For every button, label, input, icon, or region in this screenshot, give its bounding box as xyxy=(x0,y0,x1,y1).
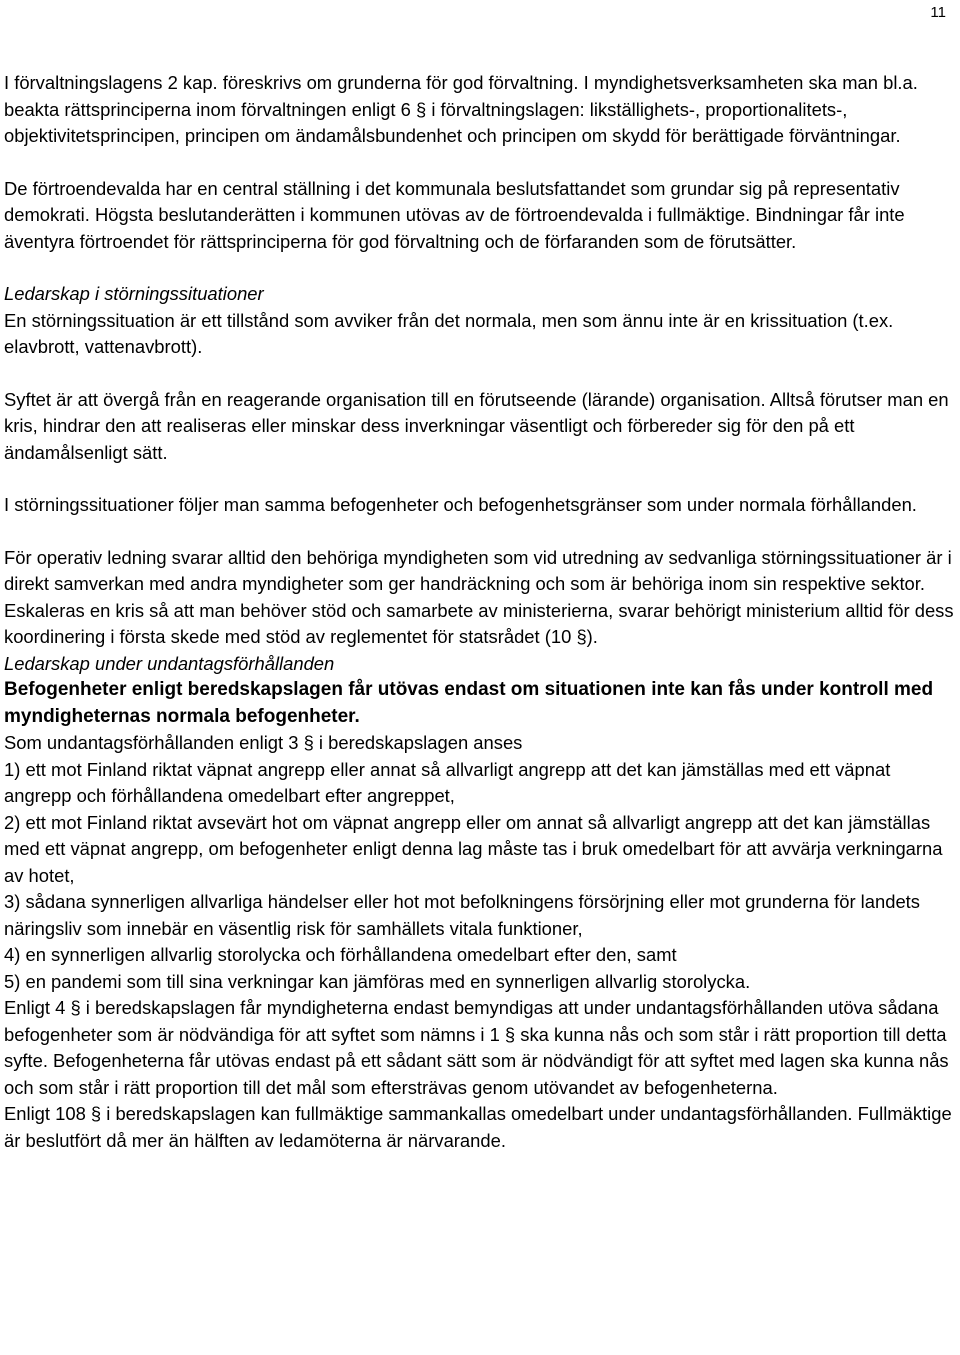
paragraph-fortroendevalda: De förtroendevalda har en central ställning i det kommunala beslutsfattandet som grundar sig på representativ demokrati. Högsta beslutanderätten i kommunen utövas av de förtroendevalda i fullmäktige. Bindningar får inte äventyra förtroendet för rättsprinciperna för god förvaltning och de förfaranden som de förutsätter. xyxy=(4,177,905,252)
paragraph-befogenheter-normala: I störningssituationer följer man samma befogenheter och befogenhetsgränser som under normala förhållanden. xyxy=(4,494,917,515)
heading-storningssituationer: Ledarskap i störningssituationer xyxy=(4,283,264,304)
list-item-5: 5) en pandemi som till sina verkningar kan jämföras med en synnerligen allvarlig storolycka. xyxy=(4,970,751,992)
heading-undantagsforhallanden: Ledarskap under undantagsförhållanden xyxy=(4,652,335,674)
paragraph-enligt-4: Enligt 4 § i beredskapslagen får myndigheterna endast bemyndigas att under undantagsförhållanden utöva sådana befogenheter som är nödvändiga för att syftet som nämns i 1 § ska kunna nås och som står i rätt proportion till detta syfte. Befogenheterna får utövas endast på ett sådant sätt som är nödvändigt för att syftet med lagen ska kunna nås och som står i rätt proportion till det mål som eftersträvas genom utövandet av befogenheterna. xyxy=(4,997,949,1098)
paragraph-enligt-108: Enligt 108 § i beredskapslagen kan fullmäktige sammankallas omedelbart under undantagsförhållanden. Fullmäktige är beslutfört då mer än hälften av ledamöterna är närvarande. xyxy=(4,1103,952,1151)
paragraph-syftet: Syftet är att övergå från en reagerande organisation till en förutseende (lärande) organisation. Alltså förutser man en kris, hindrar den att realiseras eller minskar dess inverkningar väsentligt och förbereder sig för den på ett ändamålsenligt sätt. xyxy=(4,388,949,463)
page-number: 11 xyxy=(930,4,946,21)
paragraph-operativ-ledning: För operativ ledning svarar alltid den behöriga myndigheten som vid utredning av sedvanliga störningssituationer är i direkt samverkan med andra myndigheter som ger handräckning och som är behöriga inom sin respektive sektor. Eskaleras en kris så att man behöver stöd och samarbete av ministerierna, svarar behörigt ministerium alltid för dess koordinering i första skede med stöd av reglementet för statsrådet (10 §). xyxy=(4,546,954,647)
document-body xyxy=(4,70,956,1154)
list-item-3: 3) sådana synnerligen allvarliga händelser eller hot mot befolkningens försörjning eller mot grunderna för landets näringsliv som innebär en väsentlig risk för samhällets vitala funktioner, xyxy=(4,891,920,939)
list-item-4: 4) en synnerligen allvarlig storolycka och förhållandena omedelbart efter den, samt xyxy=(4,944,677,965)
paragraph-som-undantagsforhallanden: Som undantagsförhållanden enligt 3 § i beredskapslagen anses xyxy=(4,732,523,753)
list-item-1: 1) ett mot Finland riktat väpnat angrepp eller annat så allvarligt angrepp att det kan jämställas med ett väpnat angrepp och förhållandena omedelbart efter angreppet, xyxy=(4,758,891,806)
paragraph-storningssituation-definition: En störningssituation är ett tillstånd som avviker från det normala, men som ännu inte är en krissituation (t.ex. elavbrott, vattenavbrott). xyxy=(4,309,894,357)
paragraph-bold-befogenheter: Befogenheter enligt beredskapslagen får utövas endast om situationen inte kan fås under kontroll med myndigheternas normala befogenheter. xyxy=(4,679,934,727)
list-item-2: 2) ett mot Finland riktat avsevärt hot om väpnat angrepp eller om annat så allvarligt angrepp att det kan jämställas med ett väpnat angrepp, om befogenheter enligt denna lag måste tas i bruk omedelbart för att avvärja verkningarna av hotet, xyxy=(4,811,943,886)
paragraph-forvaltningslagen: I förvaltningslagens 2 kap. föreskrivs om grunderna för god förvaltning. I myndighetsverksamheten ska man bl.a. beakta rättsprinciperna inom förvaltningen enligt 6 § i förvaltningslagen: likställighets-, proportionalitets-, objektivitetsprincipen, principen om ändamålsbundenhet och principen om skydd för berättigade förväntningar. xyxy=(4,72,918,146)
